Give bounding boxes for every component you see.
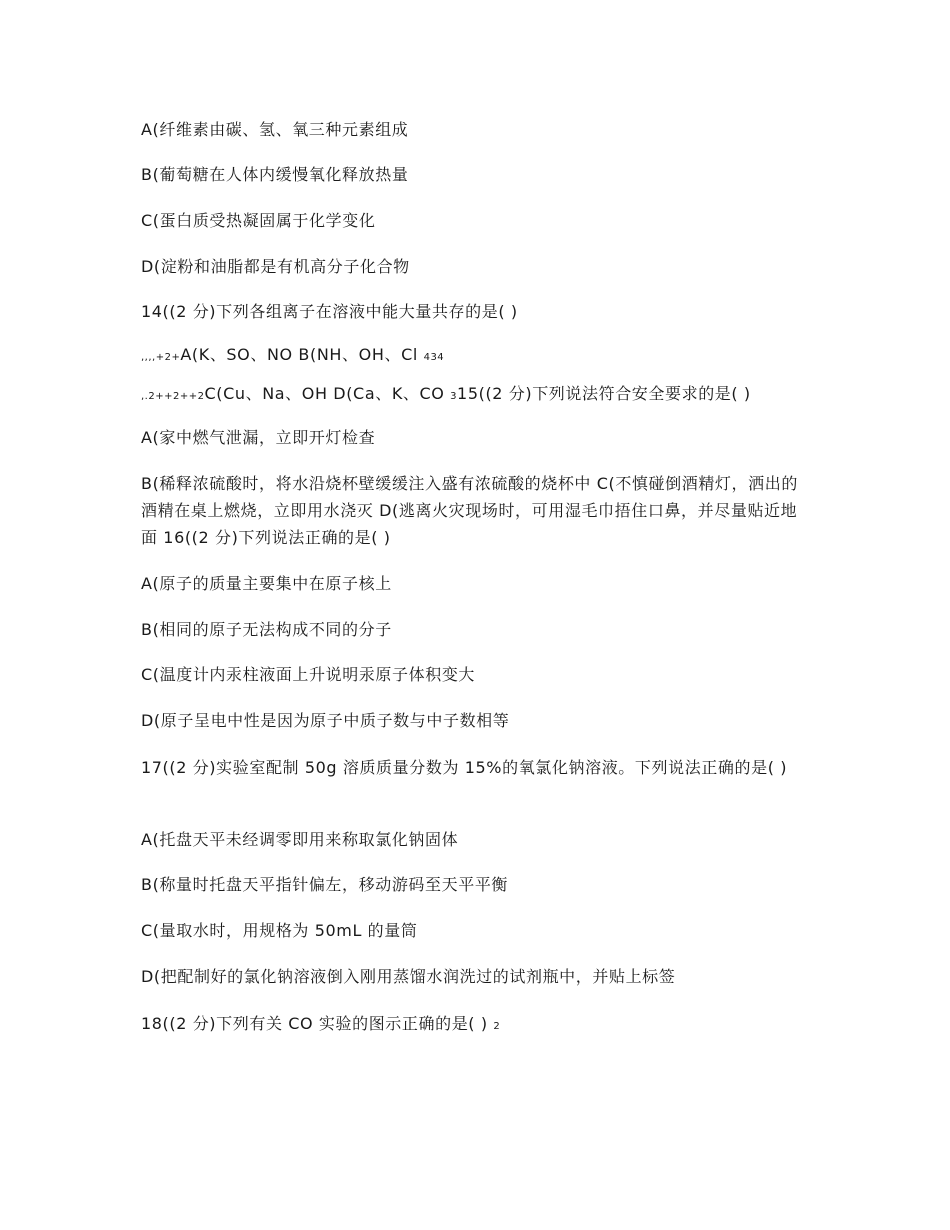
option-15a: A(家中燃气泄漏，立即开灯检查 bbox=[141, 428, 376, 447]
ion-charge-superscripts: ,,,,+2+ bbox=[141, 352, 181, 363]
option-17a: A(托盘天平未经调零即用来称取氯化钠固体 bbox=[141, 830, 459, 849]
ion-charge-superscripts: ,.2++2++2 bbox=[141, 391, 205, 402]
option-13a: A(纤维素由碳、氢、氧三种元素组成 bbox=[141, 120, 409, 139]
options-15bcd-question-16: B(稀释浓硫酸时，将水沿烧杯壁缓缓注入盛有浓硫酸的烧杯中 C(不慎碰倒酒精灯，洒出的酒精在桌上燃烧，立即用水浇灭 D(逃离火灾现场时，可用湿毛巾捂住口鼻，并尽量贴近地面 16((2 分)下列说法正确的是( ) bbox=[141, 474, 798, 547]
ion-subscript: 3 bbox=[450, 391, 458, 402]
question-14-options-ab bbox=[141, 341, 821, 371]
option-16c: C(温度计内汞柱液面上升说明汞原子体积变大 bbox=[141, 665, 476, 684]
option-17b: B(称量时托盘天平指针偏左，移动游码至天平平衡 bbox=[141, 875, 509, 894]
question-14: 14((2 分)下列各组离子在溶液中能大量共存的是( ) bbox=[141, 302, 518, 321]
option-16d: D(原子呈电中性是因为原子中质子数与中子数相等 bbox=[141, 711, 510, 730]
option-13b: B(葡萄糖在人体内缓慢氧化释放热量 bbox=[141, 165, 409, 184]
question-14-options-cd bbox=[141, 380, 821, 410]
question-17: 17((2 分)实验室配制 50g 溶质质量分数为 15%的氧氯化钠溶液。下列说法正确的是( ) bbox=[141, 758, 788, 777]
question-18-text: 18((2 分)下列有关 CO 实验的图示正确的是( ) bbox=[141, 1014, 488, 1033]
option-13d: D(淀粉和油脂都是有机高分子化合物 bbox=[141, 257, 410, 276]
options-ab-text: A(K、SO、NO B(NH、OH、Cl bbox=[180, 345, 418, 364]
ion-subscripts: 434 bbox=[423, 352, 445, 363]
question-15: 15((2 分)下列说法符合安全要求的是( ) bbox=[457, 384, 751, 403]
question-18 bbox=[141, 1010, 821, 1040]
option-16b: B(相同的原子无法构成不同的分子 bbox=[141, 620, 392, 639]
options-cd-text: C(Cu、Na、OH D(Ca、K、CO bbox=[204, 384, 445, 403]
co2-subscript: 2 bbox=[493, 1021, 501, 1032]
option-17d: D(把配制好的氯化钠溶液倒入刚用蒸馏水润洗过的试剂瓶中，并贴上标签 bbox=[141, 967, 676, 986]
option-13c: C(蛋白质受热凝固属于化学变化 bbox=[141, 211, 376, 230]
option-17c: C(量取水时，用规格为 50mL 的量筒 bbox=[141, 921, 418, 940]
option-16a: A(原子的质量主要集中在原子核上 bbox=[141, 574, 392, 593]
